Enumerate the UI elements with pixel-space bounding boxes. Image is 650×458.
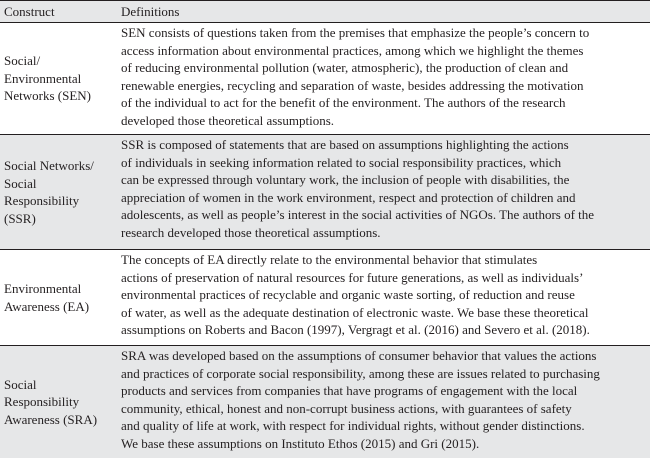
construct-line: Environmental — [4, 281, 82, 296]
definition-line: environmental practices of recyclable and organic waste sorting, of reduction and reuse — [121, 287, 575, 303]
table-row-ssr — [0, 135, 650, 250]
construct-cell-sra — [4, 346, 116, 458]
definition-line: renewable energies, recycling and separation of waste, besides addressing the motivation — [121, 77, 584, 93]
construct-line: Social — [4, 175, 37, 191]
definition-line: access information about environmental practices, among which we highlight the themes — [121, 42, 584, 58]
construct-line: Environmental — [4, 70, 82, 86]
definition-line: and practices of corporate social responsibility, among these are issues related to purchasing — [121, 365, 600, 381]
definition-line: and quality of life at work, with respect for individual rights, without gender distinctions. — [121, 418, 585, 434]
header-definitions: Definitions — [121, 4, 180, 19]
construct-line: Social — [4, 376, 37, 392]
construct-cell-ssr — [4, 135, 116, 249]
construct-cell-ea — [4, 250, 116, 345]
definition-line: of individuals in seeking information related to social responsibility practices, which — [121, 154, 562, 170]
definition-line: The concepts of EA directly relate to the environmental behavior that stimulates — [121, 252, 538, 267]
construct-line: Social Networks/ — [4, 158, 94, 173]
table-row-sra — [0, 346, 650, 458]
construct-line: (SSR) — [4, 210, 36, 226]
table-header — [0, 1, 650, 23]
table-row-ea — [0, 250, 650, 346]
table-row-sen — [0, 23, 650, 135]
definition-line: of the individual to act for the benefit of the environment. The authors of the research — [121, 95, 566, 111]
definition-line: SSR is composed of statements that are based on assumptions highlighting the actions — [121, 137, 569, 152]
definition-line: of water, as well as the adequate destination of electronic waste. We base these theoretical — [121, 304, 589, 320]
definition-line: products and services from companies that have programs of engagement with the local — [121, 383, 578, 399]
definition-line: research developed those theoretical assumptions. — [121, 224, 381, 240]
definition-line: developed those theoretical assumptions. — [121, 112, 335, 128]
construct-line: Awareness (SRA) — [4, 411, 98, 427]
definition-line: appreciation of women in the work environment, respect and protection of children and — [121, 189, 576, 205]
definition-line: actions of preservation of natural resources for future generations, as well as individuals’ — [121, 269, 584, 285]
definition-cell-ssr — [121, 136, 646, 242]
definition-line: We base these assumptions on Instituto Ethos (2015) and Gri (2015). — [121, 435, 480, 451]
definition-line: assumptions on Roberts and Bacon (1997), Vergragt et al. (2016) and Severo et al. (2018). — [121, 322, 590, 338]
construct-cell-sen — [4, 23, 116, 134]
definition-cell-ea — [121, 251, 646, 339]
construct-line: Networks (SEN) — [4, 88, 92, 104]
definition-line: adolescents, as well as people’s interest in the social activities of NGOs. The authors of the — [121, 207, 595, 223]
definition-cell-sen — [121, 24, 646, 130]
definition-line: can be expressed through voluntary work, the inclusion of people with disabilities, the — [121, 172, 570, 188]
definition-line: SRA was developed based on the assumptions of consumer behavior that values the actions — [121, 348, 597, 363]
construct-line: Responsibility — [4, 394, 80, 410]
definition-line: SEN consists of questions taken from the premises that emphasize the people’s concern to — [121, 25, 590, 40]
definition-line: community, ethical, honest and non-corrupt business actions, with guarantees of safety — [121, 400, 572, 416]
definition-cell-sra — [121, 347, 646, 453]
definition-line: of reducing environmental pollution (water, atmospheric), the production of clean and — [121, 60, 569, 76]
construct-line: Responsibility — [4, 193, 80, 208]
header-construct: Construct — [4, 4, 55, 19]
construct-line: Social/ — [4, 53, 41, 69]
construct-line: Awareness (EA) — [4, 298, 90, 314]
